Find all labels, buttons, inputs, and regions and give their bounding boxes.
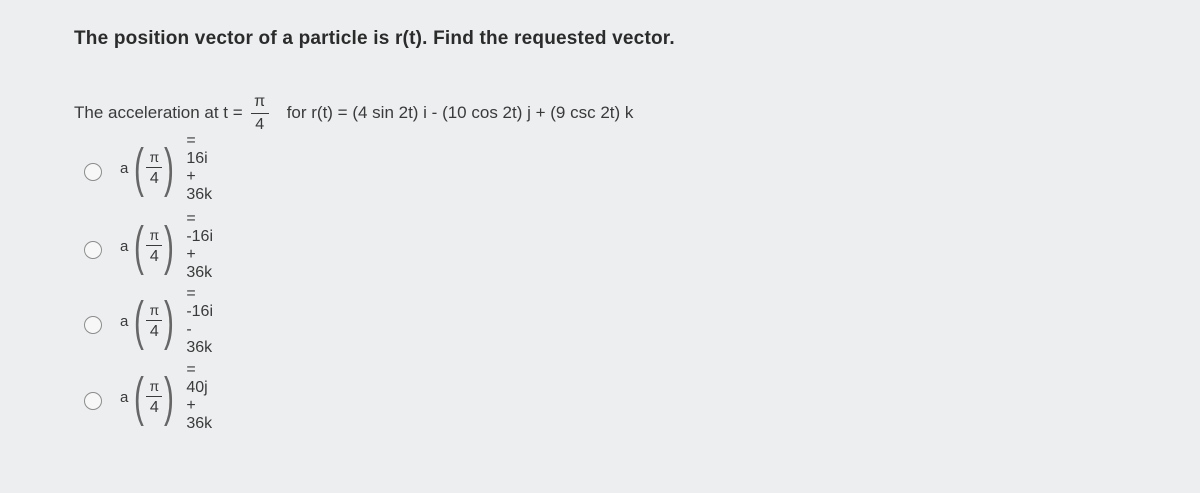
fraction-denominator: 4 (149, 169, 159, 187)
acceleration-symbol: a (120, 237, 129, 255)
option-expression (120, 361, 213, 432)
acceleration-symbol: a (120, 312, 129, 330)
option-expression (120, 210, 213, 281)
left-paren-icon: ( (134, 138, 145, 198)
option-fraction (146, 303, 162, 340)
fraction-bar (146, 245, 162, 246)
option-answer: = -16i + 36k (186, 210, 213, 281)
fraction-bar (146, 320, 162, 321)
radio-button[interactable] (84, 163, 102, 181)
acceleration-symbol: a (120, 388, 129, 406)
t-numerator: π (254, 92, 266, 110)
option-answer: = -16i - 36k (186, 285, 213, 356)
left-paren-icon: ( (134, 367, 145, 427)
option-answer: = 16i + 36k (186, 132, 213, 203)
fraction-denominator: 4 (149, 322, 159, 340)
fraction-bar (146, 396, 162, 397)
option-fraction (146, 379, 162, 416)
right-paren-icon: ) (164, 216, 175, 276)
question-prompt (74, 88, 633, 138)
option-answer: = 40j + 36k (186, 361, 213, 432)
option-fraction (146, 228, 162, 265)
question-title: The position vector of a particle is r(t). Find the requested vector. (74, 28, 675, 49)
question-prefix: The acceleration at t = (74, 103, 243, 122)
question-function: for r(t) = (4 sin 2t) i - (10 cos 2t) j + (9 csc 2t) k (286, 103, 634, 122)
right-paren-icon: ) (164, 291, 175, 351)
fraction-bar (146, 167, 162, 168)
radio-button[interactable] (84, 241, 102, 259)
t-fraction (251, 94, 269, 133)
acceleration-symbol: a (120, 159, 129, 177)
radio-button[interactable] (84, 392, 102, 410)
left-paren-icon: ( (134, 291, 145, 351)
option-expression (120, 285, 213, 356)
right-paren-icon: ) (164, 367, 175, 427)
fraction-numerator: π (149, 148, 160, 165)
option-expression (120, 132, 213, 203)
fraction-numerator: π (149, 301, 160, 318)
fraction-bar (251, 113, 269, 114)
fraction-denominator: 4 (149, 247, 159, 265)
left-paren-icon: ( (134, 216, 145, 276)
radio-button[interactable] (84, 316, 102, 334)
fraction-numerator: π (149, 226, 160, 243)
option-fraction (146, 150, 162, 187)
fraction-denominator: 4 (149, 398, 159, 416)
t-denominator: 4 (255, 115, 265, 133)
fraction-numerator: π (149, 377, 160, 394)
right-paren-icon: ) (164, 138, 175, 198)
